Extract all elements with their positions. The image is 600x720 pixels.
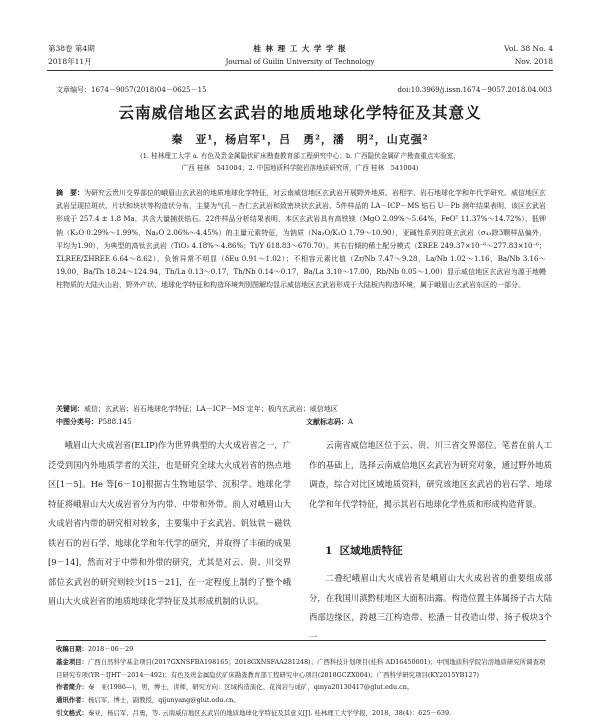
abstract <box>56 186 546 402</box>
article-number: 文章编号：1674－9057(2018)04－0625－15 <box>56 86 207 94</box>
author-bio: 作者简介：秦 亚(1986—)，男，博士，讲师，研究方向：区域构造演化、花岗岩与成矿，qinya20130417@glut.edu.cn。 <box>56 683 414 692</box>
document-code-label: 文献标志码： <box>306 417 348 426</box>
header-volume-issue: 第38卷 第4期 <box>48 44 95 53</box>
header-date-en: Nov. 2018 <box>514 57 553 66</box>
author-list: 秦 亚¹，杨启军¹，吕 勇²，潘 明²，山克强² <box>171 133 429 146</box>
funding: 基金项目：广西自然科学基金项目(2017GXNSFBA198165；2018GXNSFAA281248)；广西科技计划项目(桂科 AD16450001)；中国地质科学院岩溶地质研究所调查项目研究专项(YR－IJHT－2014－492)；有色及贵金属隐伏矿床勘查教育部工程研究中心项目(2018GCZX004)；广西科学研究项目(KY2015YB127) <box>56 657 546 679</box>
body-left-column <box>48 436 291 631</box>
header-journal-cn: 桂 林 理 工 大 学 学 报 <box>253 44 347 53</box>
regional-geology-paragraph: 二叠纪峨眉山大火成岩省是峨眉山大火成岩省的重要组成部分，在我国川滇黔桂地区大面积出露。构造位置主体属扬子古大陆西部边缘区，跨越三江构造带、松潘－甘孜造山带、扬子板块3个一 <box>309 573 552 642</box>
received-date: 收稿日期：2018－06－29 <box>56 645 134 653</box>
affiliation-line-2: 广西 桂林 541004；2. 中国地质科学院岩溶地质研究所，广西 桂林 541004) <box>181 164 419 172</box>
keywords-text: 威信；玄武岩；岩石地球化学特征；LA－ICP－MS 定年；板内玄武岩；威信地区 <box>84 405 338 413</box>
header-volume-en: Vol. 38 No. 4 <box>504 44 553 53</box>
intro-paragraph: 峨眉山大火成岩省(ELIP)作为世界典型的大火成岩省之一，广泛受到国内外地质学者的关注，也是研究全球大火成岩省的热点地区[1－5]。He 等[6－10]根据古生物地层学、沉积学、地球化学特征将峨眉山大火成岩省分为内带、中带和外带。前人对峨眉山大火成岩省内带的研究相对较多，主要集中于玄武岩、钒钛铁－磁铁铁岩石的岩石学、地球化学和年代学的研究，并取得了丰硕的成果[9－14]，然而对于中带和外带的研究，尤其是对云、贵、川交界部位玄武岩的研究则较少[15－21]，在一定程度上制约了整个峨眉山大火成岩省的地质地球化学特征及其形成机制的认识。 <box>48 440 291 606</box>
clc-number <box>56 416 132 428</box>
abstract-label: 摘 要： <box>56 188 84 197</box>
clc-value: P588.145 <box>98 418 132 426</box>
footnote-rule <box>56 640 546 641</box>
keywords <box>56 402 546 416</box>
document-code-value: A <box>348 418 354 426</box>
header-date-cn: 2018年11月 <box>48 57 92 66</box>
document-code <box>306 416 353 428</box>
corresponding-author: 通讯作者：杨启军，博士，副教授，qijunyang@glut.edu.cn。 <box>56 696 240 705</box>
abstract-text: 为研究云贵川交界部位的峨眉山玄武岩的地质地球化学特征，对云南威信地区玄武岩开展野外地质、岩相学、岩石地球化学和年代学研究。威信地区玄武岩呈现拉斑状、片状和块状等构造状分布，主要为气孔－杏仁玄武岩和致密块状玄武岩。5件样品的 LA－ICP－MS 锆石 U－Pb 测年结果表明，该区玄武岩形成于 257.4 ± 1.8 Ma，共含大量捕获锆石。22件样品分析结果表明，本区玄武岩具有高铁镁（MgO 2.09%～5.64%，FeOᵀ 11.37%～14.72%）、低钾钠（K₂O 0.29%～1.99%，Na₂O 2.06%～4.45%）的主量元素特征，为钠质（Na₂O/K₂O 1.79～10.90），亚碱性系列拉斑玄武岩（σ₄₃除3颗样品偏外，平均为1.90），为典型的高钛玄武岩（TiO₂ 4.18%～4.86%；Ti/Y 618.83～670.70）。其右右倾的稀土配分模式（ΣREE 249.37×10⁻⁶～277.83×10⁻⁶；ΣLREE/ΣHREE 6.64～8.62），负铕异常不明显（δEu 0.91～1.02）；不相容元素比值（Zr/Nb 7.47～9.28，La/Nb 1.02～1.16，Ba/Nb 3.16～19.00，Ba/Th 18.24～124.94，Th/La 0.13～0.17，Th/Nb 0.14～0.17，Ba/La 3.10～17.00，Rb/Nb 0.05～1.00）显示威信地区玄武岩为源于地幔柱物质的大陆火山岩，野外产状、地球化学特征和构造环境判别图解均显示威信地区玄武岩形成于大陆板内构造环境，属于峨眉山玄武岩东区的一部分。 <box>56 189 546 290</box>
study-area-paragraph: 云南省威信地区位于云、贵、川三省交界部位。笔者在前人工作的基础上，选择云南威信地区玄武岩为研究对象，通过野外地质调查，综合对比区域地质资料，研究该地区玄武岩的岩石学、地球化学和年代学特征，揭示其岩石地球化学性质和形成构造背景。 <box>309 440 552 509</box>
header-journal-en: Journal of Guilin University of Technology <box>225 58 375 66</box>
keywords-label: 关键词： <box>56 404 84 413</box>
header-rule <box>47 70 553 71</box>
affiliation-line-1: (1. 桂林理工大学 a. 有色及贵金属隐伏矿床勘查教育部工程研究中心；b. 广西隐伏金属矿产勘查重点实验室， <box>140 152 460 160</box>
clc-label: 中图分类号： <box>56 417 98 426</box>
section-heading <box>325 543 403 558</box>
page-title: 云南威信地区玄武岩的地质地球化学特征及其意义 <box>118 103 482 122</box>
article-doi: doi:10.3969/j.issn.1674－9057.2018.04.003 <box>397 86 552 94</box>
footnotes <box>56 643 546 717</box>
section-number: 1 <box>325 545 333 557</box>
section-body <box>309 569 552 642</box>
citation: 引文格式：秦亚，杨启军，吕勇，等. 云南威信地区玄武岩的地质地球化学特征及其意义[J]. 桂林理工大学学报，2018，38(4)：625－639. <box>56 708 452 717</box>
section-title: 区域地质特征 <box>339 545 403 557</box>
body-right-column <box>309 436 552 536</box>
